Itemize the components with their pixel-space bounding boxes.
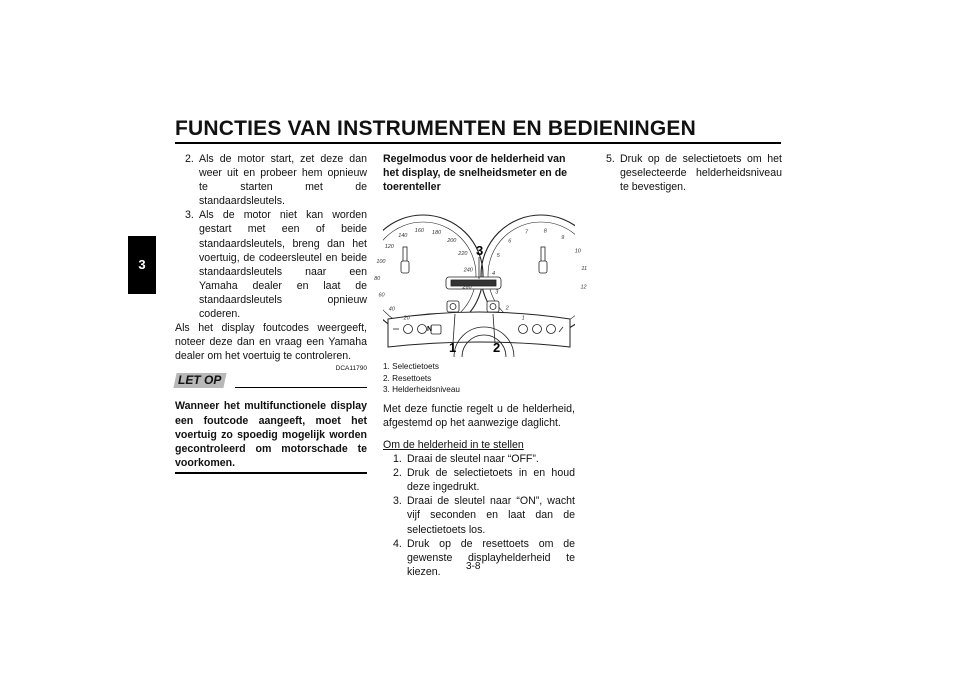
instrument-panel-illustration xyxy=(374,197,588,357)
section-heading: Regelmodus voor de helderheid van het display, de snelheidsmeter en de toerenteller xyxy=(383,153,568,194)
list-item xyxy=(383,452,575,466)
speed-tick-label: 100 xyxy=(376,259,386,266)
rpm-tick-label: 12 xyxy=(580,284,587,291)
speed-tick-label: 200 xyxy=(447,238,457,245)
note-header xyxy=(175,373,367,393)
figure-captions xyxy=(383,361,575,396)
speed-tick-label: 40 xyxy=(388,306,395,313)
rpm-tick-label: 7 xyxy=(525,229,529,236)
column-middle xyxy=(374,152,588,579)
title-rule xyxy=(175,142,781,144)
column-left xyxy=(175,152,367,474)
column-right xyxy=(596,152,782,194)
list-number: 5. xyxy=(606,153,615,165)
page-number: 3-8 xyxy=(466,561,481,572)
list-text: Druk de selectietoets in en houd deze ingedrukt. xyxy=(407,467,575,494)
paragraph: Als het display foutcodes weergeeft, noteer deze dan en vraag een Yamaha dealer om het voertuig te controleren. xyxy=(175,322,367,363)
speed-tick-label: 160 xyxy=(414,228,424,235)
rpm-tick-label: 6 xyxy=(508,238,512,245)
list-text: Druk op de resettoets om de gewenste displayhelderheid te kiezen. xyxy=(407,537,575,578)
list-text: Draai de sleutel naar “OFF”. xyxy=(407,453,539,466)
list-item xyxy=(383,466,575,494)
list-item xyxy=(383,537,575,579)
list-text: Als de motor start, zet deze dan weer uit en probeer hem opnieuw te starten met de standaardsleutels. xyxy=(199,153,367,208)
sub-heading: Om de helderheid in te stellen xyxy=(383,438,524,451)
list-number: 4. xyxy=(393,537,402,550)
chapter-tab: 3 xyxy=(128,236,156,294)
reference-code: DCA11790 xyxy=(335,365,367,373)
caption-item: 1. Selectietoets xyxy=(383,362,439,372)
instrument-panel-figure xyxy=(374,197,588,357)
caption-item: 2. Resettoets xyxy=(383,373,432,383)
list-number: 2. xyxy=(393,467,402,480)
page-title: FUNCTIES VAN INSTRUMENTEN EN BEDIENINGEN xyxy=(175,117,696,140)
rpm-tick-label: 5 xyxy=(496,253,500,260)
note-label: LET OP xyxy=(173,373,226,388)
rpm-tick-label: 9 xyxy=(561,235,565,242)
speed-tick-label: 20 xyxy=(403,315,410,322)
paragraph: Met deze functie regelt u de helderheid, afgestemd op het aanwezige daglicht. xyxy=(383,402,575,429)
rpm-tick-label: 2 xyxy=(505,305,509,312)
list-number: 1. xyxy=(393,453,402,466)
callout-2: 2 xyxy=(493,340,501,356)
warning-text: Wanneer het multifunctionele display een foutcode aangeeft, moet het voertuig zo spoedig mogelijk worden gecontroleerd om motorschade te voorkomen. xyxy=(175,400,367,469)
list-number: 2. xyxy=(185,153,194,165)
speed-tick-label: 240 xyxy=(463,267,473,274)
callout-3: 3 xyxy=(476,243,484,259)
speed-tick-label: 140 xyxy=(398,233,408,240)
note-rule xyxy=(235,387,367,388)
list-item xyxy=(596,152,782,194)
speed-tick-label: 80 xyxy=(374,276,381,283)
warning-rule xyxy=(175,472,367,474)
rpm-tick-label: 1 xyxy=(521,315,525,322)
rpm-tick-label: 4 xyxy=(492,271,496,278)
speed-tick-label: 180 xyxy=(431,230,442,237)
speed-tick-label: 120 xyxy=(384,244,394,251)
list-number: 3. xyxy=(185,209,194,222)
speed-tick-label: 260 xyxy=(462,284,472,291)
list-text: Druk op de selectietoets om het geselecteerde helderheidsniveau te bevestigen. xyxy=(620,153,782,194)
list-item xyxy=(383,494,575,536)
list-item xyxy=(175,152,367,208)
caption-item: 3. Helderheidsniveau xyxy=(383,385,460,395)
speed-tick-label: 220 xyxy=(458,251,468,258)
list-text: Draai de sleutel naar “ON”, wacht vijf seconden en laat dan de selectietoets los. xyxy=(407,495,575,536)
rpm-tick-label: 10 xyxy=(574,248,581,255)
neutral-indicator: N xyxy=(427,326,433,334)
list-text: Als de motor niet kan worden gestart met een of beide standaardsleutels, breng dan het voertuig, de codeersleutel en beide standaardsleutels naar een Yamaha dealer en laat de standaardsleutels opnieuw coderen. xyxy=(199,209,367,321)
speed-tick-label: 60 xyxy=(378,292,385,299)
callout-1: 1 xyxy=(449,340,457,356)
rpm-tick-label: 3 xyxy=(495,289,499,296)
list-item xyxy=(175,208,367,321)
rpm-tick-label: 8 xyxy=(543,228,547,235)
list-number: 3. xyxy=(393,495,402,508)
rpm-tick-label: 11 xyxy=(581,266,588,273)
